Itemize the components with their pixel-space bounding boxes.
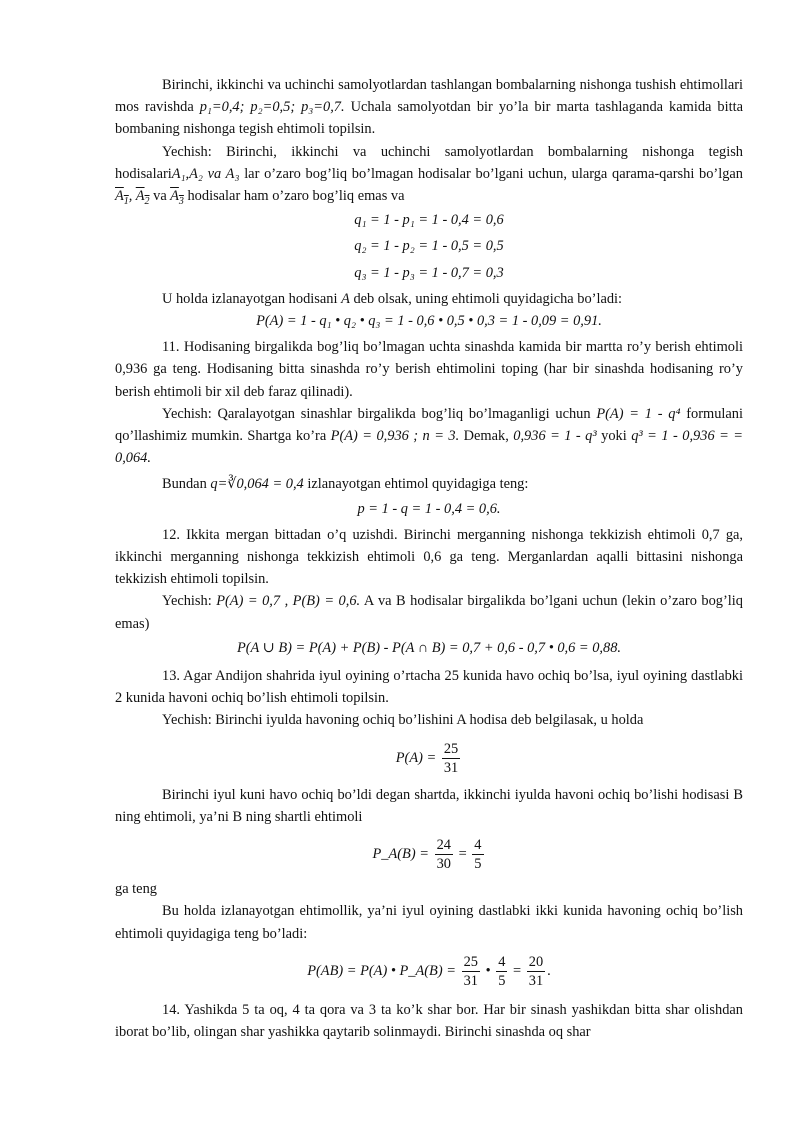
cube-root: q=∛0,064 = 0,4 [210,476,304,493]
formula-q1: q₁ = 1 - p₁ = 1 - 0,4 = 0,6 [354,212,504,229]
formula-union: P(A ∪ B) = P(A) + P(B) - P(A ∩ B) = 0,7 + 0,6 - 0,7 • 0,6 = 0,88. [236,639,622,656]
formula-pa: P(A) = $\frac{25}{31}$ [395,740,459,776]
events-list: A₁,A₂ va A₃ [171,165,240,182]
problem-10-solution: Yechish: Birinchi, ikkinchi va uchinchi samolyotlardan bombalarning nishonga tegish hodisalariA₁,A₂ va A₃ lar o’zaro bog’liq bo’lmagan hodisalar bo’lgani uchun, ularga qarama-qarshi bo’lgan $A_1$, $A_2$ va $A_3$ hodisalar ham o’zaro bog’liq emas va [115,143,743,207]
problem-13-statement: 13. Agar Andijon shahrida iyul oyining o’rtacha 25 kunida havo ochiq bo’lsa, iyul oyining dastlabki 2 kunida havoni ochiq bo’lish ehtimoli topilsin. [115,668,743,707]
probabilities-values: p₁=0,4; p₂=0,5; p₃=0,7. [199,99,345,116]
formula-pab: P_A(B) = $\frac{24}{30}$ = $\frac{4}{5}$ [372,837,482,873]
problem-11-solution: Yechish: Qaralayotgan sinashlar birgalikda bog’liq bo’lmaganligi uchun P(A) = 1 - q⁴ formulani qo’llashimiz mumkin. Shartga ko’ra P(A) = 0,936 ; n = 3. Demak, 0,936 = 1 - q³ yoki q³ = 1 - 0,936 = = 0,064. [115,405,743,467]
problem-10-then: U holda izlanayotgan hodisani A deb olsak, uning ehtimoli quyidagicha bo’ladi: [162,290,623,307]
problem-11-bundan: Bundan q=∛0,064 = 0,4 izlanayotgan ehtimol quyidagiga teng: [162,476,529,493]
formula-result-10: P(A) = 1 - q₁ • q₂ • q₃ = 1 - 0,6 • 0,5 • 0,3 = 1 - 0,09 = 0,91. [256,313,602,330]
problem-14-statement: 14. Yashikda 5 ta oq, 4 ta qora va 3 ta ko’k shar bor. Har bir sinash yashikdan bitta shar olishdan iborat bo’lib, olingan shar yashikka qaytarib solinmaydi. Birinchi sinashda oq shar [115,1001,743,1040]
formula-q2: q₂ = 1 - p₂ = 1 - 0,5 = 0,5 [354,238,504,255]
formula-q3: q₃ = 1 - p₃ = 1 - 0,7 = 0,3 [354,264,504,281]
ga-teng: ga teng [115,881,157,898]
problem-13-conditional: Birinchi iyul kuni havo ochiq bo’ldi degan shartda, ikkinchi iyulda havoni ochiq bo’lishi hodisasi B ning ehtimoli, ya’ni B ning shartli ehtimoli [115,786,743,825]
problem-13-final: Bu holda izlanayotgan ehtimollik, ya’ni iyul oyining dastlabki ikki kunida havoning ochiq bo’lish ehtimoli quyidagiga teng bo’ladi: [115,903,743,942]
document-page [115,74,743,1043]
problem-13-solution: Yechish: Birinchi iyulda havoning ochiq bo’lishini A hodisa deb belgilasak, u holda [162,712,644,729]
problem-11-statement: 11. Hodisaning birgalikda bog’liq bo’lmagan uchta sinashda kamida bir martta ro’y berish ehtimoli 0,936 ga teng. Hodisaning bitta sinashda ro’y berish ehtimolini toping (har bir sinashda hodisaning ro’y berish ehtimoli bir xil deb faraz qilinadi). [115,339,743,400]
complement-events: $A_1$, $A_2$ va $A_3$ [115,188,184,207]
fraction-25-31: $\frac{25}{31}$ [443,740,459,776]
problem-10-statement: Birinchi, ikkinchi va uchinchi samolyotlardan tashlangan bombalarning nishonga tushish ehtimollari mos ravishda p₁=0,4; p₂=0,5; p₃=0,7. Uchala samolyotdan bir yo’la bir marta tashlaganda kamida bitta bombaning nishonga tegish ehtimoli topilsin. [115,77,743,138]
formula-p-result: p = 1 - q = 1 - 0,4 = 0,6. [357,500,501,517]
problem-12-solution: Yechish: P(A) = 0,7 , P(B) = 0,6. A va B hodisalar birgalikda bo’lgani uchun (lekin o’zaro bog’liq emas) [115,593,743,632]
formula-pab-final: P(AB) = P(A) • P_A(B) = $\frac{25}{31}$ • $\frac{4}{5}$ = $\frac{20}{31}$ . [307,953,551,989]
formula-inline-11: P(A) = 1 - q⁴ [596,405,681,422]
given-values: P(A) = 0,936 ; n = 3. [330,428,460,445]
problem-12-statement: 12. Ikkita mergan bittadan o’q uzishdi. Birinchi merganning nishonga tekkizish ehtimoli 0,7 ga, ikkinchi merganning nishonga tekkizish ehtimoli 0,6 ga teng. Merganlardan aqalli bittasini nishonga tekkizish ehtimoli topilsin. [115,526,743,588]
